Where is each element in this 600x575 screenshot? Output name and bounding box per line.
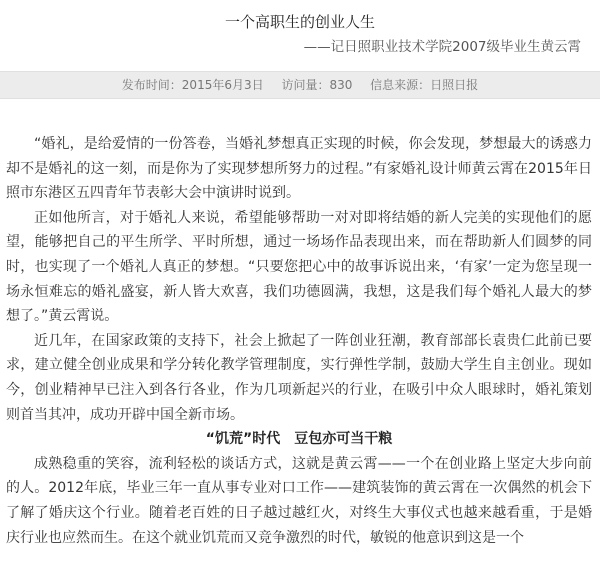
section-heading: “饥荒”时代 豆包亦可当干粮 <box>205 431 393 448</box>
paragraph: 正如他所言，对于婚礼人来说，希望能够帮助一对对即将结婚的新人完美的实现他们的愿望，能够把自己的平生所学、平时所想，通过一场场作品表现出来，而在帮助新人们圆梦的同时，也实现了一个婚礼人真正的梦想。“只要您把心中的故事诉说出来，‘有家’一定为您呈现一场永恒难忘的婚礼盛宴，新人皆大欢喜，我们功德圆满，我想，这是我们每个婚礼人最大的梦想了。”黄云霄说。 <box>6 209 592 325</box>
article-subtitle: ——记日照职业技术学院2007级毕业生黄云霄 <box>303 39 581 55</box>
article-meta-bar <box>0 71 600 99</box>
paragraph: 近几年，在国家政策的支持下，社会上掀起了一阵创业狂潮，教育部部长袁贵仁此前已要求，建立健全创业成果和学分转化教学管理制度，实行弹性学制，鼓励大学生自主创业。现如今，创业精神早已注入到各行各业，作为几项新起兴的行业，在吸引中众人眼球时，婚礼策划则首当其冲，成功开辟中国全新市场。 <box>6 332 592 423</box>
article-title: 一个高职生的创业人生 <box>224 13 375 31</box>
paragraph: 成熟稳重的笑容，流利轻松的谈话方式，这就是黄云霄——一个在创业路上坚定大步向前的人。2012年底，毕业三年一直从事专业对口工作——建筑装饰的黄云霄在一次偶然的机会下了解了婚庆这个行业。随着老百姓的日子越过越红火，对终生大事仪式也越来越看重，于是婚庆行业也应然而生。在这个就业饥荒而又竞争激烈的时代，敏锐的他意识到这是一个 <box>6 455 592 546</box>
publish-time: 发布时间：2015年6月3日 <box>121 78 264 92</box>
paragraph: “婚礼，是给爱情的一份答卷，当婚礼梦想真正实现的时候，你会发现，梦想最大的诱惑力却不是婚礼的这一刻，而是你为了实现梦想所努力的过程。”有家婚礼设计师黄云霄在2015年日照市东港区五四青年节表彰大会中演讲时说到。 <box>6 136 592 202</box>
info-source: 信息来源：日照日报 <box>370 78 479 92</box>
visit-count: 访问量：830 <box>281 78 353 92</box>
article-body <box>6 132 592 550</box>
